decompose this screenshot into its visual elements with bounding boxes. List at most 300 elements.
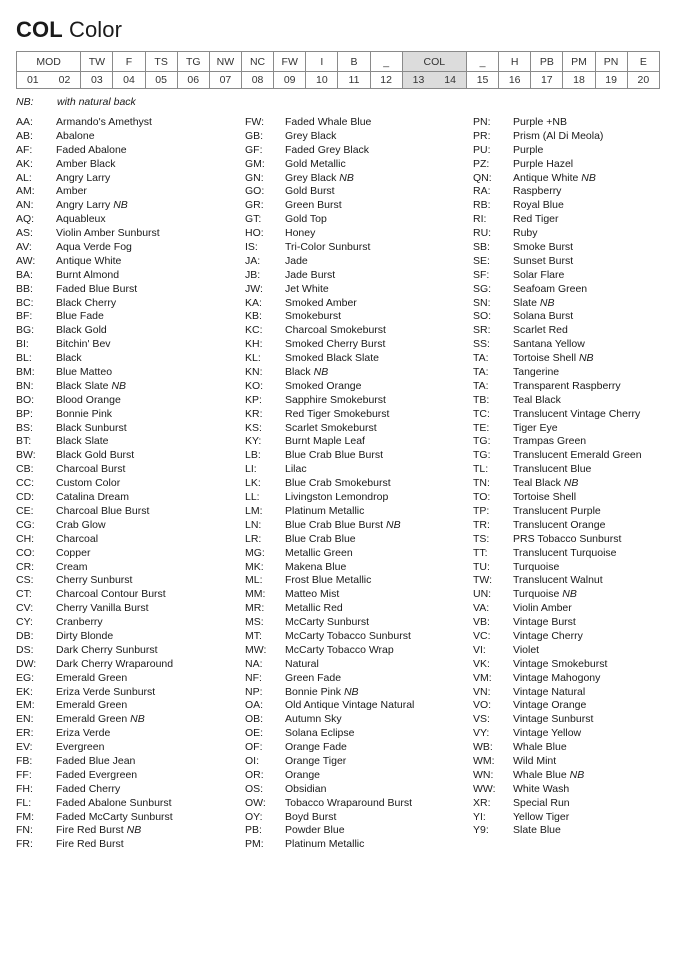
color-name: [513, 158, 573, 172]
color-name-text: Sapphire Smokeburst: [285, 393, 386, 406]
color-name-text: Teal Black: [513, 393, 561, 406]
color-code: LR:: [245, 532, 262, 545]
color-code: AB:: [16, 129, 33, 142]
color-name-text: Autumn Sky: [285, 713, 342, 726]
color-code: VB:: [473, 616, 490, 629]
color-name: [285, 310, 341, 324]
color-name: [56, 547, 90, 561]
color-code: KS:: [245, 421, 262, 434]
color-name-text: Emerald Green: [56, 671, 128, 684]
color-name: [56, 241, 132, 255]
color-name: [285, 533, 356, 547]
color-code: BI:: [16, 338, 29, 351]
color-code: LL:: [245, 491, 260, 504]
color-code: DB:: [16, 629, 34, 642]
color-code: VO:: [473, 699, 492, 712]
color-code: BC:: [16, 296, 34, 309]
color-code: AA:: [16, 116, 33, 128]
color-name-text: Old Antique Vintage Natural: [285, 699, 415, 712]
color-name-text: Smoked Cherry Burst: [285, 338, 386, 351]
color-name: [56, 130, 95, 144]
color-name: [56, 797, 172, 811]
color-code: BB:: [16, 282, 33, 295]
color-name: [56, 561, 88, 575]
color-code: TB:: [473, 393, 490, 406]
color-code: KP:: [245, 393, 262, 406]
color-code: TP:: [473, 504, 490, 517]
color-name: [513, 686, 585, 700]
color-name: [56, 463, 125, 477]
color-name: [285, 686, 359, 700]
color-name-text: Abalone: [56, 129, 95, 142]
color-name-text: Translucent Orange: [513, 518, 606, 531]
color-name: [56, 283, 137, 297]
color-name: [285, 269, 335, 283]
color-code: TN:: [473, 477, 490, 490]
color-name: [285, 227, 315, 241]
color-code: BM:: [16, 366, 35, 379]
color-name: [285, 755, 346, 769]
color-code: EK:: [16, 685, 33, 698]
code-position-02: 02: [49, 72, 81, 89]
color-name: [285, 491, 388, 505]
color-code: CT:: [16, 588, 32, 601]
color-name: [56, 227, 160, 241]
color-code: DW:: [16, 657, 37, 670]
color-name: [513, 185, 561, 199]
color-code: MS:: [245, 616, 264, 629]
color-name: [513, 241, 573, 255]
color-name: [513, 783, 569, 797]
color-name: [285, 505, 364, 519]
color-code: KY:: [245, 435, 262, 448]
color-name-text: Dark Cherry Sunburst: [56, 643, 158, 656]
natural-back-marker: NB: [113, 199, 128, 212]
color-name-text: Faded Evergreen: [56, 768, 138, 781]
color-name: [285, 352, 379, 366]
color-name: [285, 630, 411, 644]
color-code: EV:: [16, 741, 33, 754]
color-name-text: Vintage Yellow: [513, 727, 582, 740]
color-name: [513, 616, 576, 630]
color-code: AQ:: [16, 213, 35, 226]
natural-back-marker: NB: [339, 171, 354, 184]
color-code: TT:: [473, 546, 488, 559]
color-name: [285, 366, 328, 380]
code-position-20: 20: [627, 72, 659, 89]
code-position-09: 09: [274, 72, 306, 89]
color-name-text: Vintage Orange: [513, 699, 587, 712]
color-name: [285, 644, 394, 658]
color-name-text: Armando's Amethyst: [56, 116, 152, 128]
color-code: BP:: [16, 407, 33, 420]
color-name-text: Translucent Purple: [513, 504, 601, 517]
color-name: [56, 602, 149, 616]
nb-legend: [16, 96, 136, 108]
color-name-text: Turquoise: [513, 560, 560, 573]
color-code: TG:: [473, 435, 491, 448]
color-name-text: Translucent Emerald Green: [513, 449, 642, 462]
color-code: TC:: [473, 407, 490, 420]
color-code: CO:: [16, 546, 35, 559]
color-name: [285, 769, 320, 783]
color-code: TL:: [473, 463, 489, 476]
color-code: TA:: [473, 379, 489, 392]
color-code: TW:: [473, 574, 493, 587]
color-code: SE:: [473, 254, 490, 267]
color-code: KL:: [245, 352, 261, 365]
color-code: PZ:: [473, 157, 490, 170]
color-name: [56, 324, 107, 338]
color-code: BS:: [16, 421, 33, 434]
color-name: [285, 158, 346, 172]
code-segment-tw: TW: [81, 52, 113, 72]
color-name: [56, 713, 145, 727]
color-code: BT:: [16, 435, 32, 448]
color-name-text: Emerald Green: [56, 699, 128, 712]
color-code: KR:: [245, 407, 263, 420]
color-name-text: McCarty Sunburst: [285, 616, 370, 629]
code-segment-nw: NW: [209, 52, 241, 72]
color-name: [285, 477, 391, 491]
color-code: SN:: [473, 296, 491, 309]
color-code: OR:: [245, 768, 264, 781]
code-position-14: 14: [434, 72, 466, 89]
code-segment-ts: TS: [145, 52, 177, 72]
color-name: [513, 352, 594, 366]
color-name: [56, 672, 127, 686]
code-segment-tg: TG: [177, 52, 209, 72]
color-name: [513, 561, 559, 575]
color-code: PU:: [473, 143, 491, 156]
color-name: [513, 338, 585, 352]
color-code: CY:: [16, 616, 33, 629]
color-code: JB:: [245, 268, 261, 281]
color-name: [56, 297, 116, 311]
color-name-text: Black Sunburst: [56, 421, 127, 434]
color-code: OY:: [245, 810, 263, 823]
color-name-text: Eriza Verde Sunburst: [56, 685, 156, 698]
natural-back-marker: NB: [539, 296, 555, 309]
code-position-15: 15: [466, 72, 498, 89]
color-code: KO:: [245, 379, 264, 392]
color-name-text: Whale Blue: [513, 768, 567, 781]
color-name-text: Eriza Verde: [56, 727, 111, 740]
color-name-text: Scarlet Red: [513, 324, 568, 337]
color-name: [513, 435, 586, 449]
color-name-text: Custom Color: [56, 477, 121, 490]
color-name-text: Vintage Burst: [513, 616, 576, 629]
color-code: JW:: [245, 282, 263, 295]
color-name-text: PRS Tobacco Sunburst: [513, 532, 622, 545]
code-position-19: 19: [595, 72, 627, 89]
nb-legend-key: NB:: [16, 96, 34, 108]
color-name-text: Black Slate: [56, 435, 109, 448]
color-name: [56, 783, 120, 797]
color-name: [56, 172, 110, 186]
color-code: GT:: [245, 213, 262, 226]
color-name-text: Faded Abalone: [56, 143, 127, 156]
color-code: FB:: [16, 754, 33, 767]
color-name-text: Aquableux: [56, 213, 106, 226]
color-name-text: Antique White: [56, 254, 122, 267]
color-code: Y9:: [473, 824, 489, 837]
color-code: CH:: [16, 532, 35, 545]
color-name-text: Tri-Color Sunburst: [285, 241, 371, 254]
color-code: FR:: [16, 838, 33, 851]
color-name: [56, 144, 127, 158]
color-name: [513, 630, 583, 644]
color-name-text: Charcoal Contour Burst: [56, 588, 166, 601]
color-name: [56, 533, 98, 547]
color-name-text: Matteo Mist: [285, 588, 340, 601]
color-name-text: Solar Flare: [513, 268, 565, 281]
color-name-text: Special Run: [513, 796, 570, 809]
color-name: [285, 422, 377, 436]
color-code: EN:: [16, 713, 34, 726]
color-name-text: Slate: [513, 296, 537, 309]
color-name-text: Black Gold: [56, 324, 107, 337]
color-name: [513, 519, 605, 533]
color-code: OA:: [245, 699, 264, 712]
color-code: CR:: [16, 560, 35, 573]
color-name: [285, 741, 347, 755]
color-name: [56, 741, 104, 755]
color-name: [56, 824, 141, 838]
code-segment-f: F: [113, 52, 145, 72]
color-name-text: Violin Amber: [513, 602, 572, 615]
color-name-text: Vintage Natural: [513, 685, 586, 698]
color-code: VY:: [473, 727, 490, 740]
color-code: GN:: [245, 171, 264, 184]
color-code: OI:: [245, 754, 260, 767]
code-segment-header-row: [17, 52, 660, 72]
color-name: [513, 741, 567, 755]
color-name-text: Black: [56, 352, 82, 365]
color-name-text: Green Burst: [285, 199, 342, 212]
color-name-text: Red Tiger Smokeburst: [285, 407, 390, 420]
color-code: MW:: [245, 643, 267, 656]
code-position-03: 03: [81, 72, 113, 89]
color-name: [513, 297, 554, 311]
color-code: CE:: [16, 504, 34, 517]
color-name-text: Translucent Turquoise: [513, 546, 617, 559]
color-name: [285, 672, 341, 686]
color-code: VI:: [473, 643, 486, 656]
color-name-text: Livingston Lemondrop: [285, 491, 389, 504]
color-name-text: Smoke Burst: [513, 241, 574, 254]
color-code: FM:: [16, 810, 35, 823]
color-name: [56, 422, 127, 436]
color-name: [513, 547, 617, 561]
color-name: [285, 435, 365, 449]
color-code: MR:: [245, 602, 265, 615]
code-position-18: 18: [563, 72, 595, 89]
color-code: BA:: [16, 268, 33, 281]
color-name: [513, 380, 621, 394]
code-position-11: 11: [338, 72, 370, 89]
color-name: [285, 380, 361, 394]
color-code: VK:: [473, 657, 490, 670]
color-name: [513, 394, 561, 408]
code-position-04: 04: [113, 72, 145, 89]
color-name-text: Ruby: [513, 227, 538, 240]
color-code: FW:: [245, 116, 265, 128]
color-name-text: Blood Orange: [56, 393, 121, 406]
color-code: LM:: [245, 504, 263, 517]
color-name-text: Faded Grey Black: [285, 143, 370, 156]
color-name-text: Smoked Orange: [285, 379, 362, 392]
natural-back-marker: NB: [313, 366, 329, 379]
color-name: [513, 699, 586, 713]
color-name-text: Blue Crab Blue Burst: [285, 518, 384, 531]
color-name-text: Blue Matteo: [56, 366, 113, 379]
color-name: [56, 116, 152, 130]
color-code: VC:: [473, 629, 491, 642]
color-name-text: Violin Amber Sunburst: [56, 227, 160, 240]
color-name: [56, 616, 103, 630]
color-name: [513, 533, 621, 547]
color-code: TS:: [473, 532, 490, 545]
color-name-text: McCarty Tobacco Wrap: [285, 643, 394, 656]
color-name-text: Jet White: [285, 282, 329, 295]
color-name-text: Whale Blue: [513, 741, 567, 754]
code-position-08: 08: [241, 72, 273, 89]
color-name-text: Red Tiger: [513, 213, 559, 226]
color-name: [56, 255, 121, 269]
color-code: KH:: [245, 338, 263, 351]
color-name: [513, 408, 640, 422]
color-name-text: Blue Fade: [56, 310, 104, 323]
color-code: MK:: [245, 560, 264, 573]
color-code: KN:: [245, 366, 263, 379]
color-name-text: Solana Eclipse: [285, 727, 355, 740]
color-name: [285, 602, 343, 616]
color-code: SO:: [473, 310, 492, 323]
color-name-text: Burnt Maple Leaf: [285, 435, 365, 448]
color-name-text: Blue Crab Smokeburst: [285, 477, 391, 490]
color-name-text: Frost Blue Metallic: [285, 574, 372, 587]
color-code: BO:: [16, 393, 35, 406]
color-name: [285, 616, 369, 630]
color-code: IS:: [245, 241, 258, 254]
color-code: GR:: [245, 199, 264, 212]
color-name: [56, 380, 126, 394]
color-code: YI:: [473, 810, 486, 823]
color-code: CS:: [16, 574, 34, 587]
color-name-text: Faded Whale Blue: [285, 116, 372, 128]
color-name: [56, 699, 127, 713]
color-name: [285, 783, 326, 797]
color-code: CG:: [16, 518, 35, 531]
color-name: [56, 185, 87, 199]
color-code: AV:: [16, 241, 32, 254]
color-name-text: Dirty Blonde: [56, 629, 114, 642]
color-code: ML:: [245, 574, 263, 587]
color-code: OW:: [245, 796, 266, 809]
color-name: [513, 144, 543, 158]
color-code: NF:: [245, 671, 262, 684]
color-name: [513, 658, 607, 672]
color-name: [513, 491, 576, 505]
color-name: [285, 463, 307, 477]
color-name-text: Sunset Burst: [513, 254, 574, 267]
color-name-text: Emerald Green: [56, 713, 128, 726]
color-name-text: Black Gold Burst: [56, 449, 135, 462]
section-name: Color: [68, 17, 123, 42]
color-name: [56, 769, 137, 783]
color-name: [285, 713, 342, 727]
color-name: [56, 435, 109, 449]
color-name: [285, 588, 339, 602]
color-name: [513, 227, 538, 241]
code-segment-nc: NC: [241, 52, 273, 72]
color-name: [285, 797, 412, 811]
color-name: [285, 255, 308, 269]
color-name-text: Cranberry: [56, 616, 103, 629]
color-name-text: Grey Black: [285, 171, 337, 184]
color-code: AS:: [16, 227, 33, 240]
color-code: OE:: [245, 727, 264, 740]
color-name: [285, 658, 319, 672]
color-code: AN:: [16, 199, 34, 212]
color-code: CC:: [16, 477, 35, 490]
color-name-text: Aqua Verde Fog: [56, 241, 132, 254]
color-name-text: Translucent Blue: [513, 463, 592, 476]
color-code: QN:: [473, 171, 492, 184]
color-code: KA:: [245, 296, 262, 309]
color-name: [285, 727, 354, 741]
color-name-text: Blue Crab Blue: [285, 532, 356, 545]
color-code: VN:: [473, 685, 491, 698]
color-code: LN:: [245, 518, 262, 531]
color-name-text: Orange Fade: [285, 741, 347, 754]
code-segment-pm: PM: [563, 52, 595, 72]
color-code: FF:: [16, 768, 32, 781]
code-segment-col: COL: [402, 52, 466, 72]
natural-back-marker: NB: [126, 824, 142, 837]
color-name-text: Trampas Green: [513, 435, 587, 448]
color-code: RU:: [473, 227, 492, 240]
code-position-13: 13: [402, 72, 434, 89]
color-name-text: Bonnie Pink: [285, 685, 342, 698]
color-name-text: Makena Blue: [285, 560, 347, 573]
color-name: [285, 324, 386, 338]
color-name: [285, 297, 357, 311]
color-name-text: Evergreen: [56, 741, 105, 754]
color-name-text: Purple +NB: [513, 116, 567, 128]
color-code: AK:: [16, 157, 33, 170]
color-code: MM:: [245, 588, 266, 601]
code-segment-b: B: [338, 52, 370, 72]
color-name: [513, 310, 573, 324]
color-name: [513, 505, 601, 519]
color-name: [56, 449, 134, 463]
code-segment-i: I: [306, 52, 338, 72]
code-segment-e: E: [627, 52, 659, 72]
color-code: GO:: [245, 185, 265, 198]
color-name-text: Royal Blue: [513, 199, 564, 212]
color-name-text: Santana Yellow: [513, 338, 585, 351]
color-code: ER:: [16, 727, 34, 740]
color-name-text: Tortoise Shell: [513, 352, 577, 365]
color-name: [513, 574, 603, 588]
color-code: KB:: [245, 310, 262, 323]
color-name-text: Transparent Raspberry: [513, 379, 621, 392]
color-name-text: Gold Metallic: [285, 157, 346, 170]
color-name-text: Scarlet Smokeburst: [285, 421, 377, 434]
color-name: [285, 172, 354, 186]
